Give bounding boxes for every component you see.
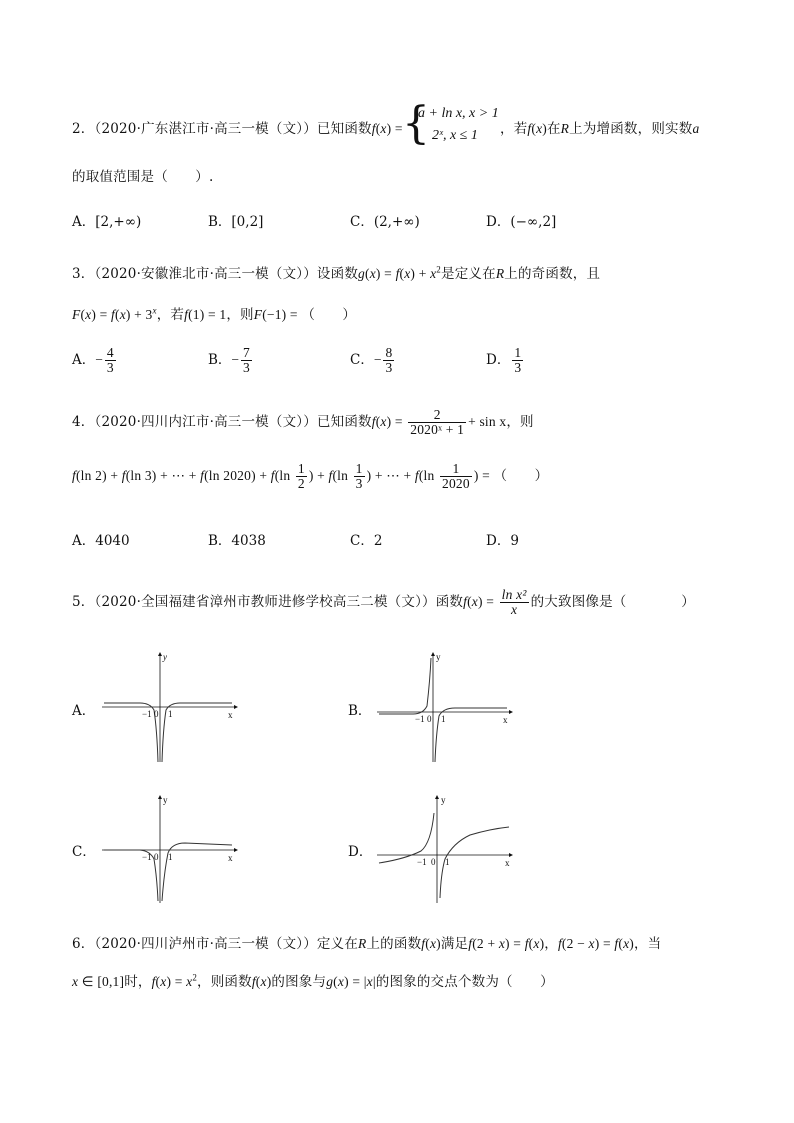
curve-right <box>440 827 509 898</box>
q2-option-c[interactable]: C．(2,+∞) <box>350 214 420 230</box>
q2-mid3: 上为增函数，则实数 <box>569 121 693 137</box>
y-label: y <box>163 652 167 662</box>
x-label: x <box>505 858 510 868</box>
q5-graph-b[interactable] <box>375 650 515 765</box>
q6-mid: 上的函数 <box>366 936 422 952</box>
q6-line2-b: ，则函数 <box>197 974 252 990</box>
q6-mid2: 满足 <box>440 936 469 952</box>
q5-graph-d[interactable] <box>375 793 515 905</box>
q3-option-a[interactable]: A．− $\frac{4}{3}$ <box>72 345 114 376</box>
tick-zero: 0 <box>431 857 436 867</box>
q2-line1-tail: ，若f(x)在R上为增函数，则实数a <box>500 121 700 137</box>
q4-line1: 4．（2020·四川内江市·高三一模（文））已知函数f(x) = $\frac{2}{\text{2020ˣ + 1}}$ + sin x，则 <box>72 407 534 438</box>
tick-zero: 0 <box>154 709 159 719</box>
q2-line2: 的取值范围是（ ）. <box>72 169 214 185</box>
tick-pos: 1 <box>445 857 450 867</box>
y-label: y <box>163 795 168 805</box>
q3-line2-mid: ，若 <box>156 307 185 323</box>
curve-left <box>379 813 434 863</box>
q3-option-c[interactable]: C．− $\frac{8}{3}$ <box>350 345 393 376</box>
x-label: x <box>228 710 233 720</box>
q3-mid: 是定义在 <box>441 266 496 282</box>
q2-piece-top: a + ln x, x > 1 <box>418 106 499 121</box>
q5-suffix: 的大致图像是（ ） <box>530 594 695 611</box>
q6-line1: 6．（2020·四川泸州市·高三一模（文））定义在R上的函数f(x)满足f(2 + x) = f(x)，f(2 − x) = f(x)，当 <box>72 936 662 952</box>
q5-frac-den: x <box>511 602 518 618</box>
q3-option-d[interactable]: D． $\frac{1}{3}$ <box>486 345 522 376</box>
tick-neg: −1 <box>417 857 427 867</box>
y-label: y <box>441 795 446 805</box>
q2-option-a[interactable]: A．[2,+∞) <box>72 214 142 230</box>
q3-line2: $F(x) = f(x) + 3^x$，若f(1) = 1，则F(−1) = （ ） <box>72 305 357 323</box>
curve-left <box>379 658 431 714</box>
tick-neg: −1 <box>142 709 152 719</box>
tick-pos: 1 <box>441 714 446 724</box>
q5-graph-a-label[interactable]: A． <box>72 703 96 719</box>
q2-option-d[interactable]: D．(−∞,2] <box>486 214 557 230</box>
y-label: y <box>436 652 441 662</box>
tick-neg: −1 <box>415 714 425 724</box>
q5-prefix: 5．（2020·全国福建省漳州市教师进修学校高三二模（文））函数 <box>72 594 464 611</box>
q4-line2-end: （ ） <box>493 468 549 485</box>
q4-option-b[interactable]: B．4038 <box>208 533 266 549</box>
q6-line2-c: 的图象与 <box>271 974 327 990</box>
q2-piece-bottom: 2ˣ, x ≤ 1 <box>432 128 478 143</box>
q3-line1: 3．（2020·安徽淮北市·高三一模（文））设函数$g(x) = f(x) + x^2$是定义在R上的奇函数，且 <box>72 264 601 282</box>
q5-frac-num: ln x² <box>501 587 527 602</box>
q2-mid2: 在 <box>546 121 561 137</box>
tick-pos: 1 <box>168 852 173 862</box>
q4-option-a[interactable]: A．4040 <box>72 533 130 549</box>
q5-line1: 5．（2020·全国福建省漳州市教师进修学校高三二模（文））函数f(x) = $\frac{\text{ln x²}}{x}$ 的大致图像是（ ） <box>72 587 695 618</box>
q5-graph-c[interactable] <box>100 793 240 905</box>
tick-neg: −1 <box>142 852 152 862</box>
q6-prefix: 6．（2020·四川泸州市·高三一模（文））定义在 <box>72 936 359 952</box>
q4-option-c[interactable]: C．2 <box>350 533 383 549</box>
q2-option-b[interactable]: B．[0,2] <box>208 214 264 230</box>
x-label: x <box>228 853 233 863</box>
q4-line2: f(ln 2) + f(ln 3) + ⋯ + f(ln 2020) + f(ln $\frac{1}{2}$ ) + f(ln $\frac{1}{3}$ ) + ⋯ + f(ln $\frac{1}{2020}$ ) = （ ） <box>72 461 549 492</box>
q5-graph-d-label[interactable]: D． <box>348 844 373 860</box>
q5-graph-c-label[interactable]: C． <box>72 844 96 860</box>
q3-mid2: 上的奇函数，且 <box>504 266 601 282</box>
q5-graph-b-label[interactable]: B． <box>348 703 372 719</box>
q4-prefix: 4．（2020·四川内江市·高三一模（文））已知函数 <box>72 414 372 431</box>
q4-frac-den: 2020ˣ + 1 <box>410 422 465 438</box>
curve-right <box>162 843 232 901</box>
q2-prefix: 2．（2020·广东湛江市·高三一模（文））已知函数 <box>72 121 372 137</box>
q3-line2-mid2: ，则 <box>226 307 254 323</box>
q2-mid: ，若 <box>500 121 528 137</box>
worksheet-page: 2．（2020·广东湛江市·高三一模（文））已知函数f(x) = { a + ln x, x > 1 2ˣ, x ≤ 1 ，若f(x)在R上为增函数，则实数a 的取值范围是（ ）. A．[2,+∞) B．[0,2] C．(2,+∞) D．(−∞,2] 3．（2020·安徽淮北市·高三一模（文））设函数$g(x) = f(x) + x^2$是定义在R上的奇函数，且 $F(x) = f(x) + 3^x$，若f(1) = 1，则F(−1) = （ ） A．− $\frac{4}{3}$ B．− $\frac{7}{3}$ C．− $\frac{8}{3}$ D． $\frac{1}{3}$ 4．（2020·四川内江市·高三一模（文））已知函数f(x) = $\frac{2}{\text{2020ˣ + 1}}$ + sin x，则 f(ln 2) + f(ln 3) + ⋯ + f(ln 2020) + f(ln $\frac{1}{2}$ ) + f(ln $\frac{1}{3}$ ) + ⋯ + f(ln $\frac{1}{2020}$ ) = （ ） A．4040 B．4038 C．2 D．9 5．（2020·全国福建省漳州市教师进修学校高三二模（文））函数f(x) = $\frac{\text{ln x²}}{x}$ 的大致图像是（ ） A． y x −1 0 1 B． y x −1 0 1 C． y x −1 0 1 D． y x −1 0 1 6．（2020·四川泸州市·高三一模（文））定义在R上的函数f(x)满足f(2 + x) = f(x)，f(2 − x) = f(x)，当 x ∈ [0,1]时，$f(x) = x^2$，则函数f(x)的图象与g(x) = |x|的图象的交点个数为（ ） <box>72 98 700 990</box>
x-label: x <box>503 715 508 725</box>
q6-line2: x ∈ [0,1]时，$f(x) = x^2$，则函数f(x)的图象与g(x) = |x|的图象的交点个数为（ ） <box>72 972 554 990</box>
q4-suffix: + sin x，则 <box>468 414 534 430</box>
curve-right <box>162 703 232 762</box>
curve-right <box>435 708 507 762</box>
q6-line2-a: 时， <box>124 974 152 990</box>
tick-zero: 0 <box>427 714 432 724</box>
q5-graph-a[interactable] <box>100 650 240 765</box>
tick-zero: 0 <box>154 852 159 862</box>
q3-prefix: 3．（2020·安徽淮北市·高三一模（文））设函数 <box>72 266 359 282</box>
tick-pos: 1 <box>168 709 173 719</box>
q3-option-b[interactable]: B．− $\frac{7}{3}$ <box>208 345 250 376</box>
q4-frac-num: 2 <box>408 408 466 423</box>
q6-line2-d: 的图象的交点个数为（ ） <box>375 974 554 990</box>
q4-option-d[interactable]: D．9 <box>486 533 519 549</box>
q2-line1: 2．（2020·广东湛江市·高三一模（文））已知函数f(x) = <box>72 121 403 137</box>
q3-line2-end: （ ） <box>301 307 357 323</box>
